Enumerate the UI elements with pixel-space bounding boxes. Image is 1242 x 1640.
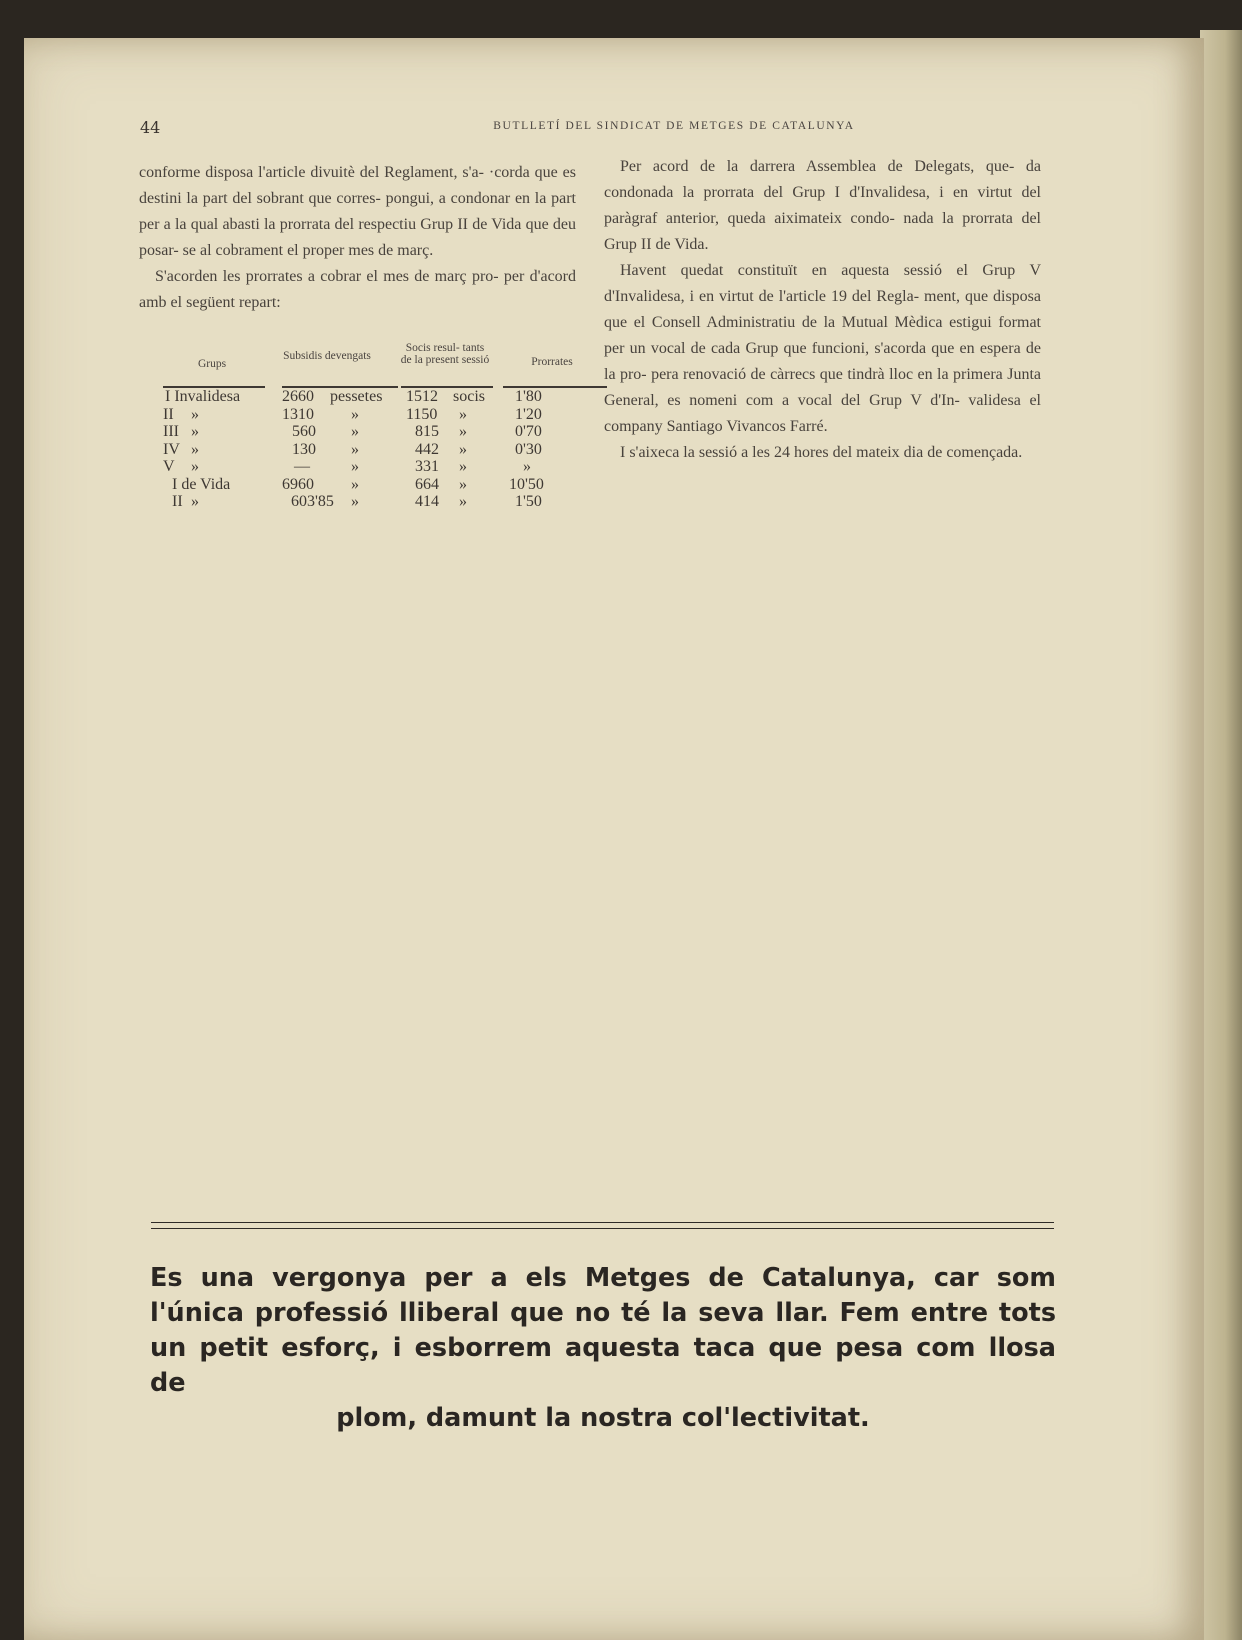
right-paragraph-3: I s'aixeca la sessió a les 24 hores del mateix dia de començada. <box>620 444 1023 461</box>
cell-socis: 1150 <box>406 405 438 423</box>
cell-prorrata: 1'50 <box>515 493 542 510</box>
cell-subsidis: 2660 <box>282 388 314 405</box>
running-head: BUTLLETÍ DEL SINDICAT DE METGES DE CATALUNYA <box>493 120 855 132</box>
cell-subsidis-unit: » <box>351 405 359 423</box>
cell-socis: 442 <box>415 440 439 458</box>
table-body <box>137 388 602 511</box>
table-row <box>137 458 602 476</box>
page-edge <box>1200 30 1242 1640</box>
cell-grup-mark: » <box>191 440 199 458</box>
notice-last-line: plom, damunt la nostra col'lectivitat. <box>336 1403 870 1433</box>
cell-subsidis: 560 <box>292 423 316 440</box>
right-paragraph-2: Havent quedat constituït en aquesta sessió el Grup V d'Invalidesa, i en virtut de l'article 19 del Regla- ment, que disposa que el Consell Administratiu de la Mutual Mèdica estigui format per un vocal de cada Grup que funcioni, s'acorda que en espera de la pro- pera renovació de càrrecs que tindrà lloc en la primera Junta General, es nomeni com a vocal del Grup V d'In- validesa el company Santiago Vivancos Farré. <box>604 262 1041 435</box>
cell-subsidis-unit: » <box>351 493 359 510</box>
cell-grup: I de Vida <box>172 475 231 493</box>
cell-socis-unit: » <box>459 458 467 475</box>
cell-socis: 331 <box>415 458 439 475</box>
cell-socis: 414 <box>415 493 439 510</box>
cell-grup-mark: » <box>191 423 199 440</box>
left-paragraph-2: S'acorden les prorrates a cobrar el mes de març pro- per d'acord amb el següent repart: <box>139 268 576 311</box>
cell-socis: 1512 <box>406 388 438 405</box>
right-paragraph-1: Per acord de la darrera Assemblea de Delegats, que- da condonada la prorrata del Grup I d'Invalidesa, i en virtut del paràgraf anterior, queda aiximateix condo- nada la prorrata del Grup II de Vida. <box>604 158 1041 253</box>
header-subsidis: Subsidis devengats <box>283 350 371 362</box>
cell-subsidis: 1310 <box>282 405 314 423</box>
cell-grup: I Invalidesa <box>165 388 241 405</box>
cell-subsidis-unit: » <box>351 458 359 475</box>
cell-subsidis-unit: » <box>351 475 359 493</box>
page-number: 44 <box>140 118 161 137</box>
cell-prorrata: 1'80 <box>515 388 542 405</box>
prorrates-table <box>137 340 602 511</box>
cell-subsidis-unit: » <box>351 440 359 458</box>
table-row <box>137 406 602 424</box>
cell-prorrata: » <box>523 458 531 475</box>
cell-subsidis: 6960 <box>282 475 314 493</box>
cell-subsidis: 603'85 <box>291 493 334 510</box>
cell-subsidis-unit: pessetes <box>330 388 383 405</box>
cell-grup-mark: » <box>191 405 199 423</box>
cell-prorrata: 10'50 <box>509 475 544 493</box>
cell-grup: II <box>163 405 174 423</box>
header-socis: Socis resul- tants de la present sessió <box>400 342 490 366</box>
table-header <box>137 340 602 386</box>
double-rule <box>151 1222 1054 1229</box>
table-row <box>137 423 602 441</box>
document-page <box>24 38 1204 1640</box>
cell-socis-unit: » <box>459 440 467 458</box>
cell-socis-unit: socis <box>453 388 485 405</box>
header-grups: Grups <box>197 358 227 370</box>
right-column <box>604 154 1041 466</box>
cell-prorrata: 1'20 <box>515 405 542 423</box>
left-paragraph-1: conforme disposa l'article divuitè del Reglament, s'a- ·corda que es destini la part del sobrant que corres- pongui, a condonar en la part per a la qual abasti la prorrata del respectiu Grup II de Vida que deu posar- se al cobrament el proper mes de març. <box>139 164 576 259</box>
header-prorrates: Prorrates <box>531 356 573 368</box>
page-header <box>24 114 1204 144</box>
cell-socis: 664 <box>415 475 439 493</box>
cell-grup-mark: » <box>191 493 199 510</box>
cell-grup-mark: » <box>191 458 199 475</box>
cell-socis-unit: » <box>459 423 467 440</box>
cell-grup: II <box>172 493 183 510</box>
table-row <box>137 388 602 406</box>
table-row <box>137 493 602 511</box>
notice-text: Es una vergonya per a els Metges de Catalunya, car som l'única professió lliberal que no té la seva llar. Fem entre tots un petit esforç, i esborrem aquesta taca que pesa com llosa de <box>150 1263 1056 1398</box>
cell-socis-unit: » <box>459 405 467 423</box>
table-row <box>137 441 602 459</box>
cell-grup: IV <box>163 440 180 458</box>
cell-socis-unit: » <box>459 493 467 510</box>
cell-socis: 815 <box>415 423 439 440</box>
bottom-notice <box>150 1261 1056 1436</box>
cell-grup: V <box>163 458 175 475</box>
cell-prorrata: 0'30 <box>515 440 542 458</box>
cell-prorrata: 0'70 <box>515 423 542 440</box>
left-column <box>139 160 576 316</box>
cell-socis-unit: » <box>459 475 467 493</box>
cell-subsidis-unit: » <box>351 423 359 440</box>
cell-grup: III <box>163 423 179 440</box>
table-row <box>137 476 602 494</box>
cell-subsidis: 130 <box>292 440 316 458</box>
cell-subsidis: — <box>294 458 310 475</box>
